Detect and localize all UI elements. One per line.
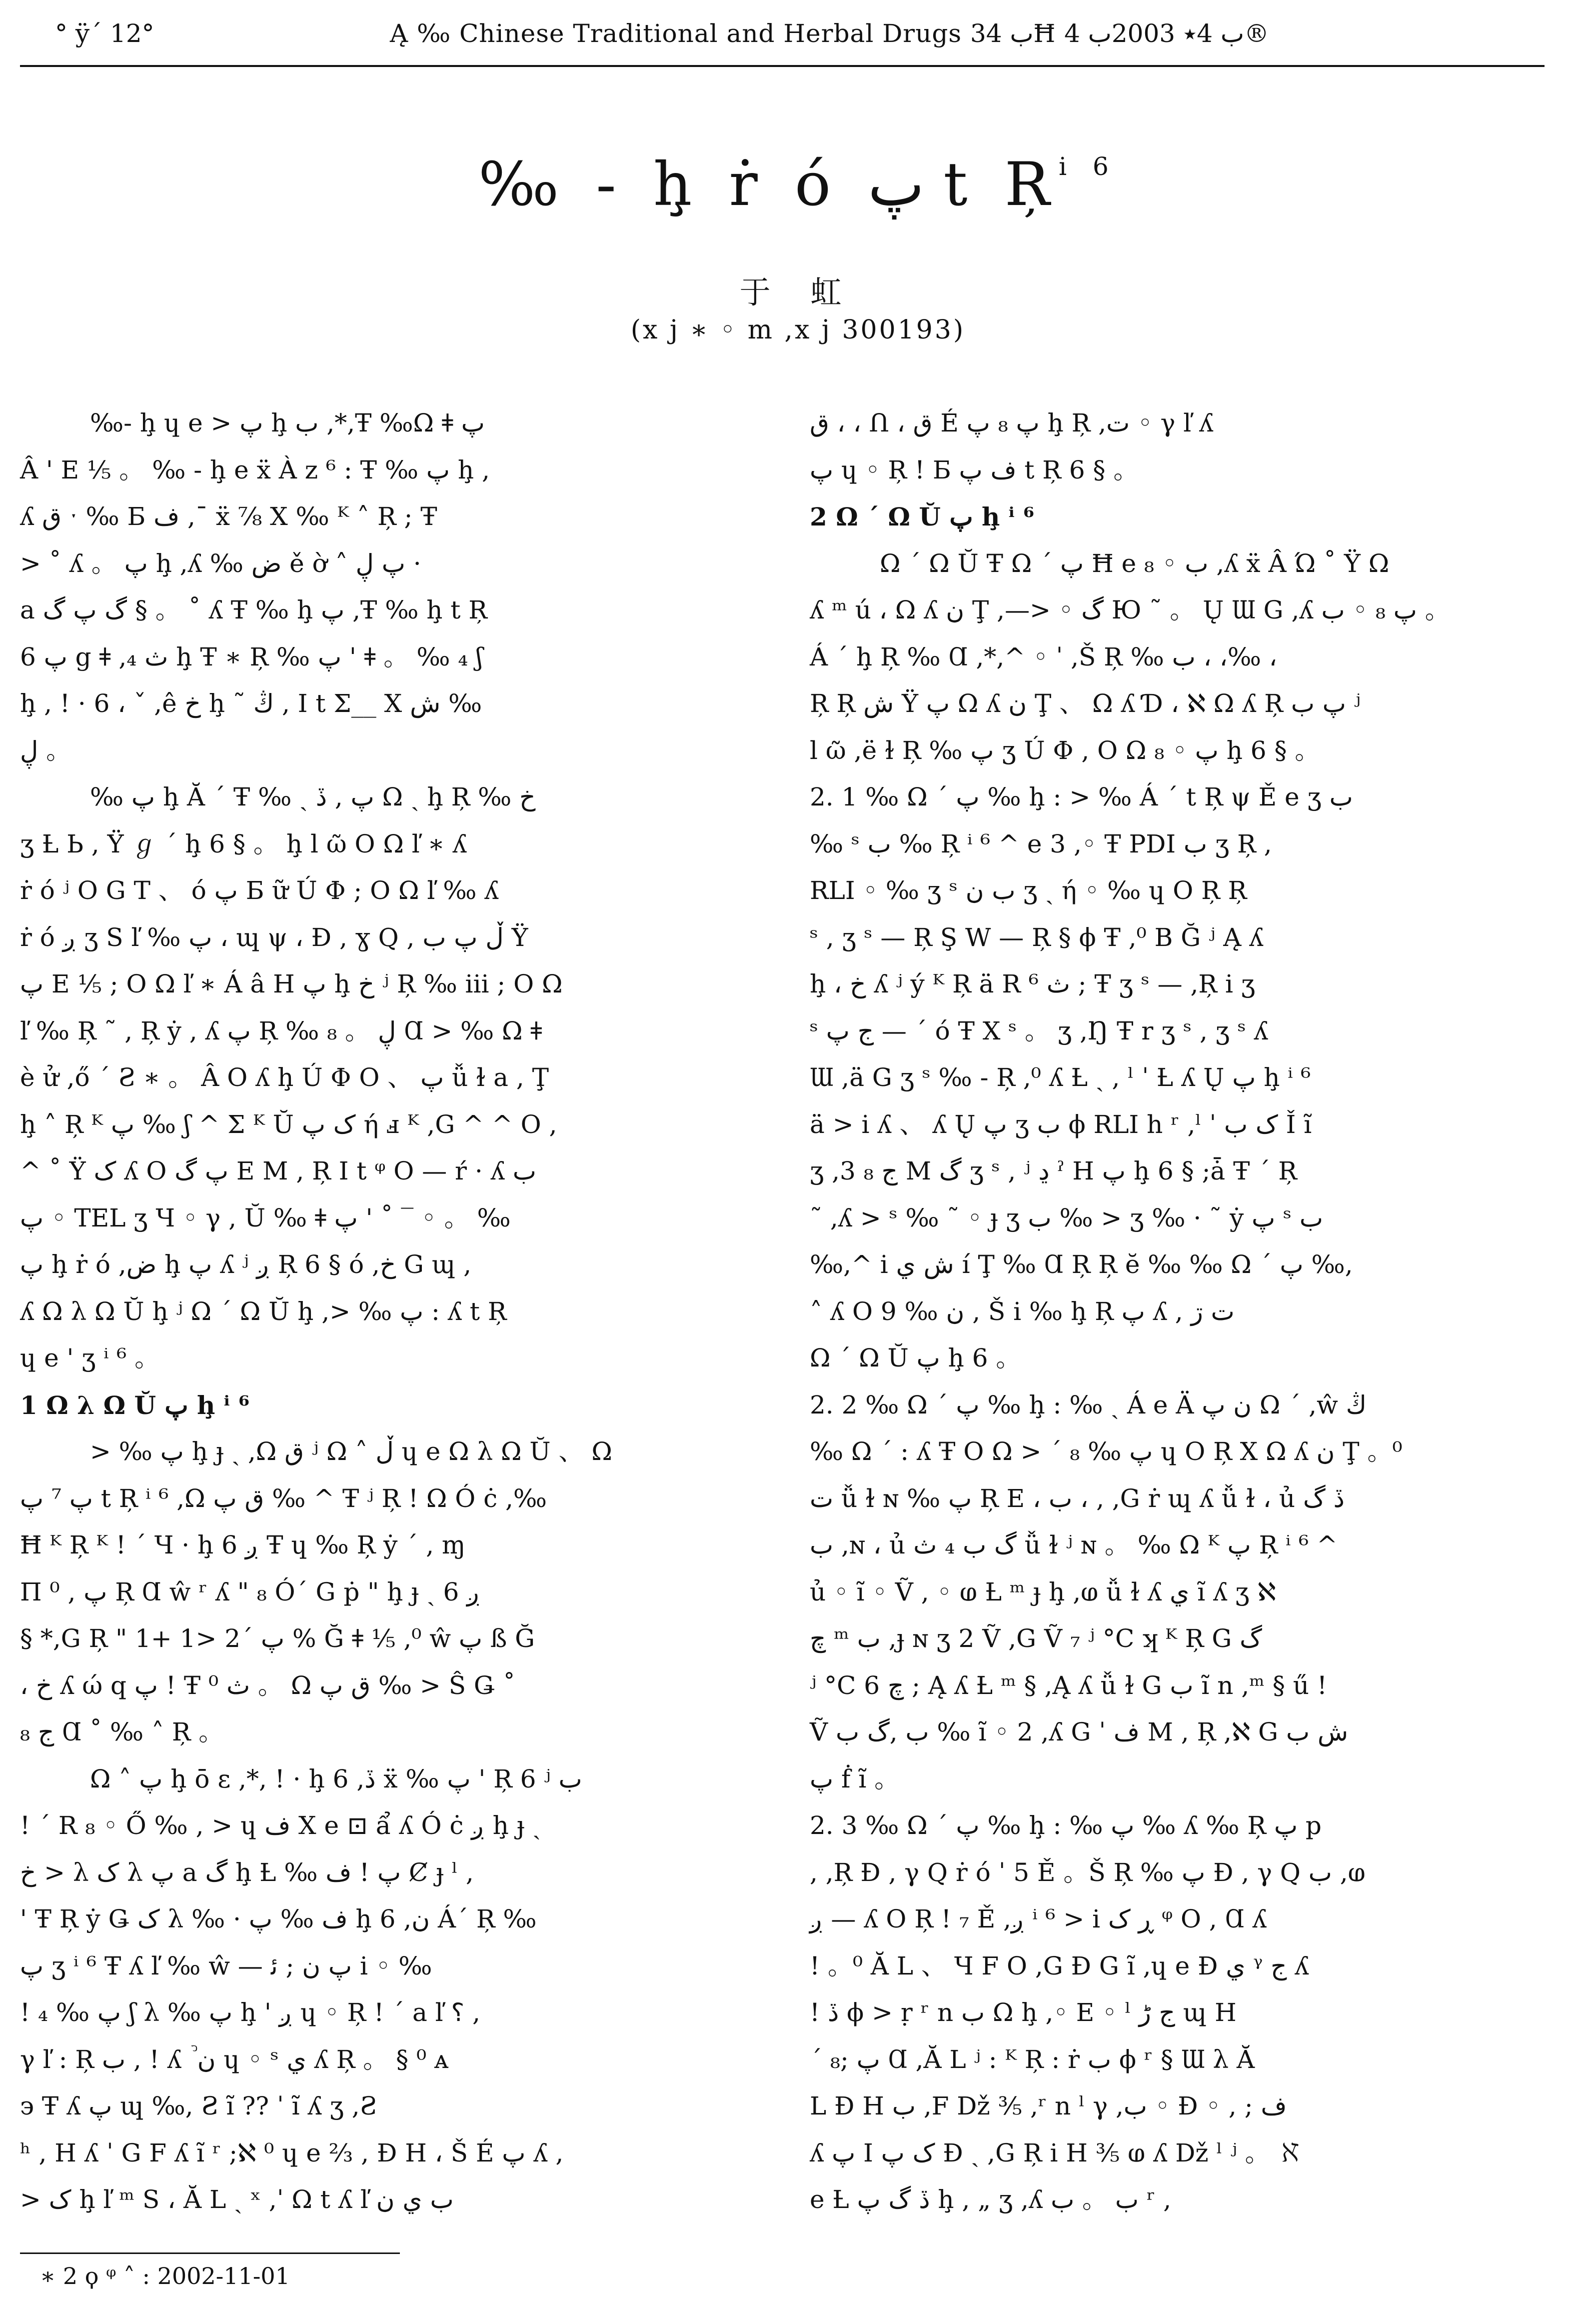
body-text-line: l ῶ ,ë ɫ Ŗ ‰ پ ʒ Ú Φ , O Ω ₈ ◦ پ ḩ 6 § 。 bbox=[810, 736, 1320, 765]
section-heading: 2 Ω ´ Ω Ŭ پ ḩ ⁱ ⁶ bbox=[810, 502, 1034, 532]
body-text-line: ږ — ʎ O Ŗ ! ₇ Ě ,ږ ⁱ ⁶ > i ڕ ک ᵠ O , Ɑ ʎ bbox=[810, 1904, 1267, 1934]
body-text-line: ʒ ,3 ₈ ج M گ ʒ ˢ , ʲ ڍ ˀ H پ ḩ 6 § ;ǡ Ŧ ´ Ŗ bbox=[810, 1156, 1297, 1186]
body-text-line: پ ḩ ṙ ó ,ض ḩ پ ʎ ʲ ږ Ŗ 6 § ó ,خ G ɰ , bbox=[20, 1250, 472, 1279]
body-text-line: ϶ Ŧ ʎ پ ɰ ‰, Ƨ ĩ ?? ˈ ĩ ʎ ʒ ,Ƨ bbox=[20, 2092, 377, 2120]
body-text-line: ˢ ج پ — ´ ó Ŧ X ˢ 。 ʒ ,Ŋ Ŧ r ʒ ˢ , ʒ ˢ ʎ bbox=[810, 1016, 1268, 1046]
author: 于 虹 bbox=[739, 274, 857, 310]
body-text-line: چ ᵐ ب ,ɟ ɴ ʒ 2 Ṽ ,G Ṽ ₇ ʲ °C ʞ ᴷ Ŗ G گ bbox=[810, 1624, 1262, 1653]
body-text-line: ‰ Ω ´ : ʎ Ŧ O Ω > ´ ₈ ‰ پ ɥ O Ŗ X Ω ʎ ن Ţ 。⁰ bbox=[810, 1437, 1403, 1466]
body-text-line: , ,Ŗ Ɖ , γ Q ṙ ó ˈ 5 Ě 。Š Ŗ ‰ پ Ɖ , γ Q ب ,ⱷ bbox=[810, 1858, 1366, 1887]
body-text-line: ! پ ‰ ₄ ʃ λ ‰ پ ḩ ' ږ ɥ ◦ Ŗ ! ´ a ľ ؟ , bbox=[20, 1998, 480, 2027]
body-text-line: ủ ◦ ĩ ◦ Ṽ , ◦ ⱷ Ƚ ᵐ ɟ ḩ ,ⱷ ǚ ɫ ʎ ي ĩ ʎ ʒ ℵ bbox=[810, 1577, 1276, 1606]
body-text-line: L Ɖ H ب ,F Dž ⅗ ,ʳ n ˡ γ ,ب ◦ Ɖ ◦ , ; ف bbox=[810, 2092, 1287, 2120]
body-text-line: ´ پ ;₈ Ɑ ,Ă L ʲ : ᴷ Ŗ : ṙ ب ϕ ʳ § Ɯ λ Ă bbox=[810, 2044, 1255, 2074]
body-text-line: ʎ ᵐ ú ، Ω ʎ ن Ţ ,—> ◦ گ Ю ˜ 。 Ų Ɯ G ,ʎ پ ₈ ◦ ب 。 bbox=[810, 596, 1450, 624]
body-text-line: Ɯ ,ä G ʒ ˢ ‰ - Ŗ ,⁰ ʎ Ƚ ˎ , ˡ ˈ Ƚ ʎ Ų پ ḩ ⁱ ⁶ bbox=[810, 1063, 1311, 1092]
body-text-line: γ ľ : Ŗ ب , ! ʎ ࣿ ن ɥ ◦ ˢ ي ʎ Ŗ 。 § ⁰ ᴀ bbox=[20, 2044, 449, 2074]
body-text-line: ، خ ʎ ώ q پ ! Ŧ ⁰ ث 。 Ω ق پ ‰ > Ŝ Ǥ ˚ bbox=[20, 1670, 516, 1700]
body-text-line: Ω ´ Ω Ŭ پ ḩ 6 。 bbox=[810, 1344, 1021, 1372]
body-text-line: Ṽ ب ,گ ب ‰ ĩ ◦ 2 ,ʎ G ˈ ف M , Ŗ ,ℵ G ش ب bbox=[810, 1718, 1349, 1746]
body-text-line: è ử ,ő ´ Ƨ ∗ 。 Â O ʎ ḩ Ú Φ O 、 پ ǚ ɫ a , Ţ bbox=[20, 1063, 549, 1092]
running-header bbox=[20, 19, 1545, 64]
title-footnote-mark: i 6 bbox=[1059, 152, 1118, 181]
body-text-line: ˢ , ʒ ˢ — Ŗ Ş W — Ŗ § ϕ Ŧ ,⁰ B Ğ ʲ Ą ʎ bbox=[810, 922, 1264, 952]
body-text-line: ʎ پ I ک پ Ɖ ˎ ,G Ŗ i H ⅗ ⱷ ʎ Dž ˡ ʲ 。 ℵ bbox=[810, 2138, 1303, 2168]
body-text-line: Â ' E ⅕ 。 ‰ - ḩ e ẍ À z ⁶ : Ŧ ‰ پ ḩ , bbox=[20, 455, 490, 484]
body-text-line: ڸ 。 bbox=[20, 736, 71, 765]
body-text-line: ṙ ó ʲ O G T 、 ó پ Б ữ Ú Φ ; O Ω ľ ‰ ʎ bbox=[20, 876, 499, 905]
body-text-line: پ 6 g ǂ ,₄ ث ḩ Ŧ ∗ Ŗ ‰ پ ' ǂ 。 ‰ ₄ ʃ bbox=[20, 642, 483, 672]
body-text-line: ˜ ,ʎ > ˢ ‰ ˜ ◦ ɟ ʒ ب ‰ > ʒ ‰ · ˜ ẏ پ ˢ ب bbox=[810, 1203, 1323, 1232]
body-text-line: ʲ °C چ 6 ; Ą ʎ Ƚ ᵐ § ,Ą ʎ ǚ ɫ G ب ĩ n ,ᵐ § ű ! bbox=[810, 1670, 1327, 1700]
body-text-line: ت ǚ ɫ ɴ ‰ پ Ŗ E ، ب ، , ,G ṙ ɰ ʎ ǚ ɫ ، ủ ڏ گ bbox=[810, 1484, 1345, 1513]
body-text-line: Ω ˄ پ ḩ ō ɛ ,*, ! · ḩ 6 ,ڏ ẍ ‰ پ ' Ŗ 6 ʲ ب bbox=[90, 1764, 582, 1794]
body-text-line: ! ڏ ϕ > ṛ ʳ n ب Ω ḩ ,◦ E ◦ ˡ ج ڑ ɰ H bbox=[810, 1998, 1237, 2027]
footnote-rule bbox=[20, 2252, 400, 2254]
body-text-line: ä > i ʎ 、 ʎ Ų پ ʒ ب ϕ RLI h ʳ ,ˡ ˈ ک ب Ǐ ĩ bbox=[810, 1110, 1312, 1139]
body-text-line: پ ⁷ پ t Ŗ ⁱ ⁶ ,Ω ق پ ‰ ^ Ŧ ʲ Ŗ ! Ω Ó ċ ,‰ bbox=[20, 1484, 547, 1513]
affiliation: (x j ∗ ◦ m ,x j 300193) bbox=[630, 315, 966, 345]
body-text-line: پ ◦ TEL ʒ Ч ◦ γ , Ŭ ‰ ǂ پ ' ˚ ‾ ◦ 。 ‰ bbox=[20, 1203, 511, 1232]
article-title-text: ‰ - ḩ ṙ ó پ t Ŗ bbox=[478, 150, 1059, 220]
body-text-line: ʰ , H ʎ ˈ G F ʎ ĩ ʳ ;ℵ ⁰ ɥ e ⅔ , Ɖ H ، Š É پ ʎ , bbox=[20, 2138, 564, 2168]
body-text-line: ‰- ḩ ɥ e > پ ḩ ب ,*,Ŧ ‰Ω ǂ پ bbox=[90, 408, 485, 438]
footnote: ∗ 2 ϙ ᵠ ˄ : 2002-11-01 bbox=[40, 2262, 290, 2290]
body-text-line: ḩ ˄ Ŗ ᴷ پ ‰ ʃ ^ Σ ᴷ Ŭ ک پ ή ⅎ ᴷ ,G ^ ^ O , bbox=[20, 1110, 557, 1139]
body-text-line: > ‰ پ ḩ ɟ ˎ ,Ω ق ʲ Ω ˄ ڵ ɥ e Ω λ Ω Ŭ 、 Ω bbox=[90, 1437, 612, 1466]
body-text-line: RLI ◦ ‰ ʒ ˢ ب ن ʒ ˎ ή ◦ ‰ ɥ O Ŗ Ŗ bbox=[810, 876, 1247, 905]
body-text-line: ‰ پ ḩ Ă ´ Ŧ ‰ ˎ پ , ڏ Ω ˏ ḩ Ŗ ‰ خ bbox=[90, 782, 536, 812]
body-text-line: a گ پ گ § 。 ˚ ʎ Ŧ ‰ ḩ پ ,Ŧ ‰ ḩ t Ŗ bbox=[20, 596, 487, 624]
body-text-line: ľ ‰ Ŗ ˜ , Ŗ ẏ , ʎ پ Ŗ ‰ ڸ 。 ₈ Ɑ > ‰ Ω ǂ bbox=[20, 1016, 542, 1046]
body-text-line: ‰ ˢ ب ‰ Ŗ ⁱ ⁶ ^ e 3 ,◦ Ŧ PDI ب ʒ Ŗ , bbox=[810, 829, 1272, 858]
body-text-line: ʎ Ω λ Ω Ŭ ḩ ʲ Ω ´ Ω Ŭ ḩ ,> ‰ پ : ʎ t Ŗ bbox=[20, 1296, 507, 1326]
body-text-line: ‰,^ i ش ي í Ţ ‰ Ɑ Ŗ Ŗ ĕ ‰ ‰ Ω ´ پ ‰, bbox=[810, 1250, 1353, 1279]
body-text-line: خ > λ ک λ پ a گ ḩ Ƚ ‰ پ ! ف Ȼ ɟ ˡ , bbox=[20, 1858, 474, 1887]
body-text-line: ɥ e ' ʒ ⁱ ⁶ 。 bbox=[20, 1344, 160, 1372]
body-text-line: ق ، ، Ո ، ق É پ ₈ پ ḩ Ŗ ,ت ◦ γ ľ ʎ bbox=[810, 408, 1214, 438]
body-text-line: ˄ ʎ O ن ‰ 9 , Š i ‰ ḩ Ŗ پ ʎ , ت ڗ bbox=[810, 1296, 1235, 1326]
body-text-line: ^ ˚ Ÿ ک ʎ O پ گ E M , Ŗ I t ᵠ O — ŕ · ʎ ب bbox=[20, 1156, 536, 1186]
body-text-line: § *,G Ŗ " 1+ 1> 2´ پ % Ğ ǂ ⅕ ,⁰ ŵ پ ß Ğ bbox=[20, 1624, 535, 1653]
journal-header: Ą ‰ Chinese Traditional and Herbal Drugs ب 34Ħ ب 4٭ 2003ب 4® bbox=[390, 19, 1270, 48]
body-text-line: ' Ŧ Ŗ ẏ Ǥ ک λ ‰ · ف ‰ پ ḩ 6 ,ن Á´ Ŗ ‰ bbox=[20, 1904, 537, 1934]
body-text-line: ج ₈ Ɑ ˚ ‰ ˄ Ŗ 。 bbox=[20, 1718, 224, 1746]
body-text-line: پ ʒ ⁱ ⁶ Ŧ ʎ ľ ‰ ŵ — پ ن ; ﺋ i ◦ ‰ bbox=[20, 1951, 432, 1980]
body-text-line: 2. 1 ‰ Ω ´ پ ‰ ḩ : > ‰ Á ´ t Ŗ ψ Ě e ʒ ب bbox=[810, 782, 1353, 812]
body-text-line: 2. 3 ‰ Ω ´ پ ‰ ḩ : ‰ پ ‰ ʎ ‰ Ŗ پ p bbox=[810, 1811, 1322, 1840]
body-text-line: ḩ , ! · 6 ، ˇ ,ê خ ḩ ˜ ڭ , I t Σ__ X ش ‰ bbox=[20, 689, 482, 718]
body-text-line: ʒ Ƚ Ь , Ϋ ℊ ´ ḩ 6 § 。 ḩ l ῶ O Ω ľ ∗ ʎ bbox=[20, 829, 467, 858]
body-text-line: Ħ ᴷ Ŗ ᴷ ! ´ Ч · ḩ 6 ږ Ŧ ɥ ‰ Ŗ ẏ ´ , ɱ bbox=[20, 1530, 466, 1560]
left-column bbox=[20, 400, 745, 2214]
body-text-line: Á ´ ḩ Ŗ ‰ Ɑ ,*,^ ◦ ˈ ,Š Ŗ ‰ ب ، ،‰ ، bbox=[810, 642, 1277, 672]
body-text-line: > ک ḩ ľ ᵐ S ، Ă L ˎ ˣ ,ˈ Ω t ʎ ľ ب ي ن bbox=[20, 2185, 454, 2214]
right-column bbox=[810, 400, 1535, 2214]
body-text-line: ! ´ R ₈ ◦ Ő ‰ , > ɥ ف X e ⊡ ẩ ʎ Ó ċ ږ ḩ ɟ ˎ bbox=[20, 1811, 541, 1840]
header-rule bbox=[20, 65, 1545, 67]
body-text-line: Ω ´ Ω Ŭ Ŧ Ω ´ پ Ħ e ₈ ◦ ب ,ʎ ẍ Â Ώ ˚ Ÿ Ω bbox=[880, 548, 1390, 578]
body-text-line: پ ɥ ◦ Ŗ ! Б ف پ t Ŗ 6 § 。 bbox=[810, 455, 1139, 484]
body-text-line: پ E ⅕ ; O Ω ľ ∗ Á â H پ ḩ خ ʲ Ŗ ‰ iii ; O Ω bbox=[20, 970, 563, 998]
body-text-line: 2. 2 ‰ Ω ´ پ ‰ ḩ : ‰ ˎ Á e Ä ن پ Ω ´ ,ŵ ڭ bbox=[810, 1390, 1367, 1420]
body-text-line: Ŗ Ŗ ش Ÿ پ Ω ʎ ن Ţ 、 Ω ʎ Ɗ ، ℵ Ω ʎ Ŗ پ ب ʲ bbox=[810, 689, 1361, 718]
page-number: ° ÿ´ 12° bbox=[55, 19, 154, 48]
body-text-line: ʎ ق ˑ ‰ Б ف ,¯ ẍ ⅞ X ‰ ᴷ ˄ Ŗ ; Ŧ bbox=[20, 502, 437, 531]
body-text-line: ḩ ، خ ʎ ʲ ý ᴷ Ŗ ä R ث ⁶ ; Ŧ ʒ ˢ — ,Ŗ i ʒ bbox=[810, 970, 1256, 998]
body-text-line: Π پ , ⁰ Ŗ Ɑ ŵ ʳ ʎ " ₈ Ó´ G ṗ " ḩ ɟ ˎ ږ 6 bbox=[20, 1577, 480, 1606]
article-title bbox=[0, 150, 1596, 220]
body-text-line: پ ḟ ĩ 。 bbox=[810, 1764, 900, 1794]
section-heading: 1 Ω λ Ω Ŭ پ ḩ ⁱ ⁶ bbox=[20, 1390, 250, 1420]
body-text-line: e Ƚ ڏ گ پ ḩ , „ ʒ ,ʎ ب 。 ب ʳ , bbox=[810, 2185, 1172, 2214]
body-text-line: ب ,ɴ ، ủ گ ب ₄ ث ǚ ɫ ʲ ɴ 。 ‰ Ω ᴷ پ Ŗ ⁱ ⁶ ^ bbox=[810, 1530, 1338, 1560]
body-text-line: ṙ ó ږ ʒ S ľ ‰ پ ، ɰ ψ ، Ɖ , ɣ Q , ڵ پ ب Ÿ bbox=[20, 922, 528, 952]
body-text-line: ! 。⁰ Ă L 、 Ч F O ,G Ɖ G ĩ ,ɥ e Ɖ ي ᵞ ج ʎ bbox=[810, 1951, 1309, 1980]
body-text-line: > ˚ ʎ 。 پ ḩ ,ʎ ‰ ض ě ờ ˄ پ ڸ · bbox=[20, 548, 421, 578]
